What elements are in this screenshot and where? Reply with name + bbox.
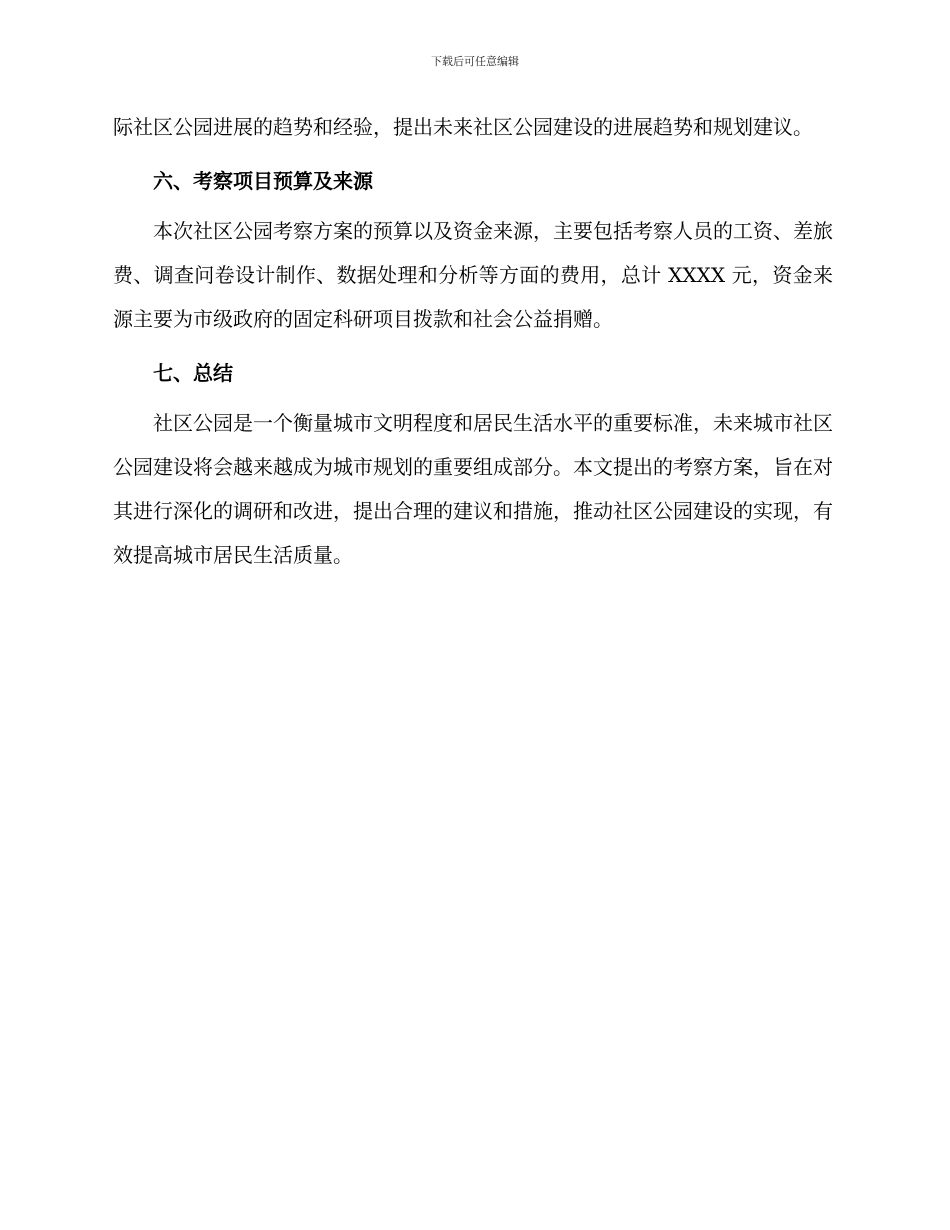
section-7-paragraph: 社区公园是一个衡量城市文明程度和居民生活水平的重要标准，未来城市社区公园建设将会越来越成为城市规划的重要组成部分。本文提出的考察方案，旨在对其进行深化的调研和改进，提出合理的建议和措施，推动社区公园建设的实现，有效提高城市居民生活质量。 xyxy=(113,411,833,567)
document-body xyxy=(113,105,833,577)
page-header: 下载后可任意编辑 xyxy=(431,55,519,68)
section-6-paragraph: 本次社区公园考察方案的预算以及资金来源，主要包括考察人员的工资、差旅费、调查问卷设计制作、数据处理和分析等方面的费用，总计 XXXX 元，资金来源主要为市级政府的固定科研项目拨款和社会公益捐赠。 xyxy=(113,219,833,331)
section-7-heading: 七、总结 xyxy=(153,361,233,385)
section-6-heading: 六、考察项目预算及来源 xyxy=(153,169,373,193)
continued-paragraph: 际社区公园进展的趋势和经验，提出未来社区公园建设的进展趋势和规划建议。 xyxy=(113,115,813,139)
